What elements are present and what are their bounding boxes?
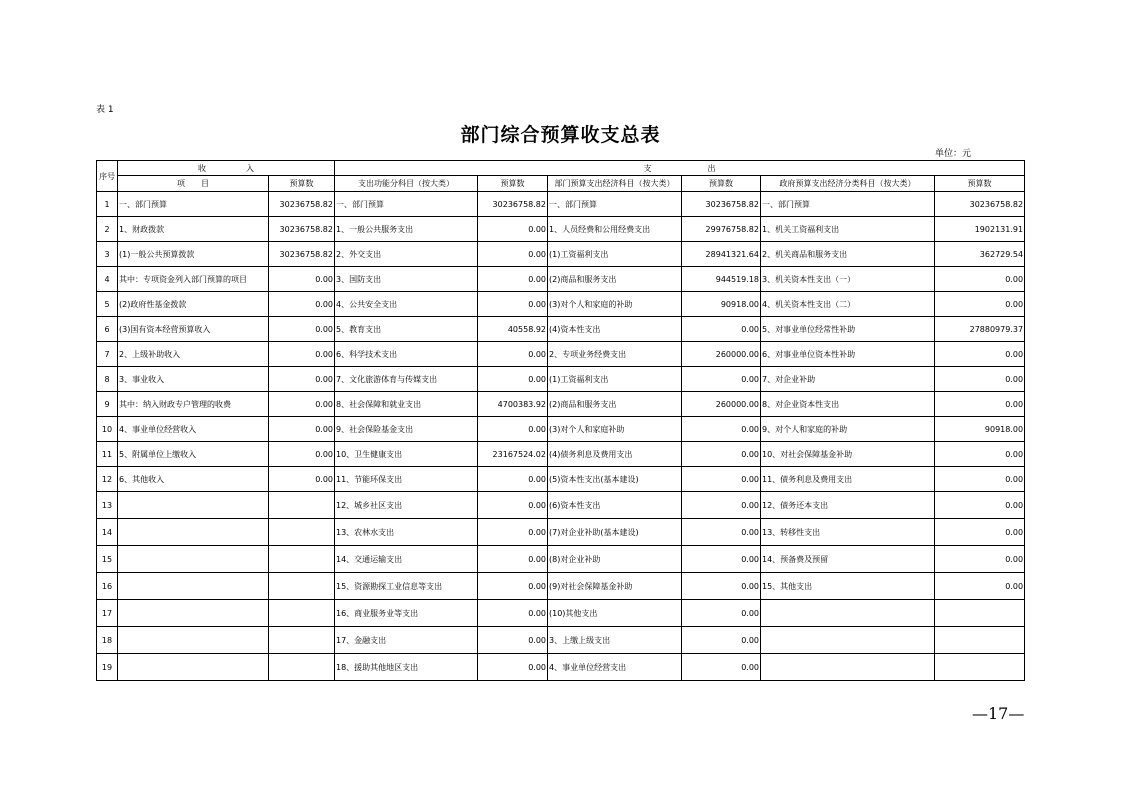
table-row	[97, 467, 1025, 492]
dept-item-cell: (4)债务利息及费用支出	[548, 442, 682, 467]
dept-item-cell: (8)对企业补助	[548, 546, 682, 573]
gov-item-cell: 9、对个人和家庭的补助	[761, 417, 935, 442]
income-item-cell	[118, 573, 269, 600]
function-budget-cell: 0.00	[478, 267, 548, 292]
dept-item-cell: (1)工资福利支出	[548, 367, 682, 392]
dept-item-cell: (3)对个人和家庭补助	[548, 417, 682, 442]
function-budget-cell: 0.00	[478, 467, 548, 492]
gov-budget-cell: 0.00	[935, 367, 1025, 392]
seq-cell: 5	[97, 292, 118, 317]
income-item-cell: 3、事业收入	[118, 367, 269, 392]
item-header: 项 目	[118, 176, 269, 192]
seq-cell: 7	[97, 342, 118, 367]
table-row	[97, 392, 1025, 417]
dept-item-cell: 3、上缴上级支出	[548, 627, 682, 654]
dept-item-cell: 4、事业单位经营支出	[548, 654, 682, 681]
dept-budget-cell: 0.00	[682, 492, 761, 519]
seq-cell: 1	[97, 192, 118, 217]
income-item-cell	[118, 492, 269, 519]
gov-budget-cell: 0.00	[935, 492, 1025, 519]
function-item-cell: 16、商业服务业等支出	[335, 600, 478, 627]
gov-item-cell: 2、机关商品和服务支出	[761, 242, 935, 267]
dept-budget-cell: 0.00	[682, 519, 761, 546]
income-budget-cell	[269, 600, 335, 627]
page-number: —17—	[972, 704, 1025, 723]
function-item-cell: 8、社会保障和就业支出	[335, 392, 478, 417]
gov-budget-cell: 90918.00	[935, 417, 1025, 442]
function-category-header: 支出功能分科目（按大类）	[335, 176, 478, 192]
income-item-cell: (2)政府性基金拨款	[118, 292, 269, 317]
function-item-cell: 一、部门预算	[335, 192, 478, 217]
dept-budget-cell: 0.00	[682, 442, 761, 467]
dept-item-cell: 2、专项业务经费支出	[548, 342, 682, 367]
function-budget-cell: 4700383.92	[478, 392, 548, 417]
dept-budget-cell: 260000.00	[682, 342, 761, 367]
expense-header: 支 出	[335, 161, 1025, 176]
function-item-cell: 17、金融支出	[335, 627, 478, 654]
gov-budget-cell: 0.00	[935, 292, 1025, 317]
budget-header: 预算数	[269, 176, 335, 192]
income-budget-cell: 0.00	[269, 367, 335, 392]
gov-item-cell: 8、对企业资本性支出	[761, 392, 935, 417]
dept-budget-cell: 28941321.64	[682, 242, 761, 267]
function-item-cell: 6、科学技术支出	[335, 342, 478, 367]
function-budget-cell: 30236758.82	[478, 192, 548, 217]
seq-cell: 10	[97, 417, 118, 442]
function-budget-cell: 0.00	[478, 654, 548, 681]
gov-budget-cell: 0.00	[935, 467, 1025, 492]
gov-item-cell: 12、债务还本支出	[761, 492, 935, 519]
table-row	[97, 342, 1025, 367]
dept-budget-cell: 0.00	[682, 573, 761, 600]
income-item-cell	[118, 519, 269, 546]
income-item-cell: 其中：专项资金列入部门预算的项目	[118, 267, 269, 292]
income-item-cell: 1、财政拨款	[118, 217, 269, 242]
page-title: 部门综合预算收支总表	[460, 124, 661, 146]
function-budget-cell: 0.00	[478, 492, 548, 519]
gov-budget-cell: 27880979.37	[935, 317, 1025, 342]
dept-budget-cell: 90918.00	[682, 292, 761, 317]
income-budget-cell	[269, 519, 335, 546]
budget-summary-table	[96, 160, 1025, 681]
dept-item-cell: (7)对企业补助(基本建设)	[548, 519, 682, 546]
seq-cell: 12	[97, 467, 118, 492]
gov-item-cell	[761, 627, 935, 654]
function-item-cell: 11、节能环保支出	[335, 467, 478, 492]
seq-cell: 16	[97, 573, 118, 600]
income-budget-cell: 0.00	[269, 417, 335, 442]
function-budget-cell: 0.00	[478, 417, 548, 442]
function-budget-cell: 0.00	[478, 627, 548, 654]
function-item-cell: 3、国防支出	[335, 267, 478, 292]
function-item-cell: 10、卫生健康支出	[335, 442, 478, 467]
dept-budget-cell: 29976758.82	[682, 217, 761, 242]
dept-item-cell: (4)资本性支出	[548, 317, 682, 342]
function-budget-cell: 0.00	[478, 242, 548, 267]
gov-budget-cell: 362729.54	[935, 242, 1025, 267]
income-budget-cell: 30236758.82	[269, 242, 335, 267]
table-row	[97, 546, 1025, 573]
income-item-cell	[118, 600, 269, 627]
dept-budget-cell: 0.00	[682, 367, 761, 392]
income-item-cell: 5、附属单位上缴收入	[118, 442, 269, 467]
function-budget-cell: 0.00	[478, 292, 548, 317]
income-budget-cell	[269, 492, 335, 519]
gov-item-cell: 1、机关工资福利支出	[761, 217, 935, 242]
dept-budget-cell: 0.00	[682, 467, 761, 492]
gov-item-cell: 14、预备费及预留	[761, 546, 935, 573]
seq-cell: 6	[97, 317, 118, 342]
dept-item-cell: (10)其他支出	[548, 600, 682, 627]
dept-budget-cell: 0.00	[682, 600, 761, 627]
dept-budget-cell: 944519.18	[682, 267, 761, 292]
gov-budget-cell: 30236758.82	[935, 192, 1025, 217]
gov-budget-cell: 0.00	[935, 519, 1025, 546]
dept-budget-cell: 0.00	[682, 417, 761, 442]
gov-budget-cell: 0.00	[935, 546, 1025, 573]
income-item-cell	[118, 654, 269, 681]
income-budget-cell: 0.00	[269, 317, 335, 342]
income-budget-cell: 0.00	[269, 467, 335, 492]
gov-item-cell: 7、对企业补助	[761, 367, 935, 392]
gov-item-cell: 5、对事业单位经常性补助	[761, 317, 935, 342]
income-budget-cell: 0.00	[269, 292, 335, 317]
seq-cell: 15	[97, 546, 118, 573]
income-item-cell: 一、部门预算	[118, 192, 269, 217]
table-row	[97, 292, 1025, 317]
gov-budget-cell: 0.00	[935, 342, 1025, 367]
seq-cell: 9	[97, 392, 118, 417]
dept-budget-cell: 30236758.82	[682, 192, 761, 217]
seq-header: 序号	[97, 161, 118, 192]
income-header: 收 入	[118, 161, 335, 176]
gov-item-cell	[761, 600, 935, 627]
gov-item-cell: 10、对社会保障基金补助	[761, 442, 935, 467]
function-budget-cell: 0.00	[478, 600, 548, 627]
table-row	[97, 192, 1025, 217]
gov-budget-cell: 0.00	[935, 267, 1025, 292]
dept-item-cell: (6)资本性支出	[548, 492, 682, 519]
dept-budget-cell: 0.00	[682, 317, 761, 342]
dept-item-cell: (3)对个人和家庭的补助	[548, 292, 682, 317]
table-row	[97, 573, 1025, 600]
dept-budget-cell: 0.00	[682, 654, 761, 681]
income-budget-cell: 0.00	[269, 442, 335, 467]
dept-item-cell: 一、部门预算	[548, 192, 682, 217]
dept-item-cell: (2)商品和服务支出	[548, 267, 682, 292]
gov-item-cell: 6、对事业单位资本性补助	[761, 342, 935, 367]
seq-cell: 8	[97, 367, 118, 392]
table-row	[97, 600, 1025, 627]
income-item-cell: 6、其他收入	[118, 467, 269, 492]
income-item-cell: 其中：纳入财政专户管理的收费	[118, 392, 269, 417]
income-item-cell	[118, 627, 269, 654]
function-budget-cell: 0.00	[478, 217, 548, 242]
table-row	[97, 242, 1025, 267]
function-item-cell: 4、公共安全支出	[335, 292, 478, 317]
income-budget-cell	[269, 546, 335, 573]
seq-cell: 2	[97, 217, 118, 242]
table-number: 表 1	[96, 105, 114, 115]
seq-cell: 3	[97, 242, 118, 267]
table-row	[97, 654, 1025, 681]
seq-cell: 14	[97, 519, 118, 546]
gov-item-cell	[761, 654, 935, 681]
table-row	[97, 627, 1025, 654]
function-budget-cell: 0.00	[478, 519, 548, 546]
table-row	[97, 317, 1025, 342]
dept-item-cell: 1、人员经费和公用经费支出	[548, 217, 682, 242]
income-budget-cell: 0.00	[269, 392, 335, 417]
gov-item-cell: 一、部门预算	[761, 192, 935, 217]
budget-header: 预算数	[682, 176, 761, 192]
function-item-cell: 9、社会保险基金支出	[335, 417, 478, 442]
gov-item-cell: 11、债务利息及费用支出	[761, 467, 935, 492]
gov-budget-cell	[935, 654, 1025, 681]
dept-item-cell: (1)工资福利支出	[548, 242, 682, 267]
table-row	[97, 417, 1025, 442]
budget-header: 预算数	[478, 176, 548, 192]
function-item-cell: 18、援助其他地区支出	[335, 654, 478, 681]
table-row	[97, 492, 1025, 519]
dept-item-cell: (2)商品和服务支出	[548, 392, 682, 417]
dept-economic-category-header: 部门预算支出经济科目（按大类）	[548, 176, 682, 192]
function-item-cell: 13、农林水支出	[335, 519, 478, 546]
function-budget-cell: 0.00	[478, 342, 548, 367]
dept-item-cell: (9)对社会保障基金补助	[548, 573, 682, 600]
function-item-cell: 15、资源勘探工业信息等支出	[335, 573, 478, 600]
gov-budget-cell: 0.00	[935, 442, 1025, 467]
gov-budget-cell: 0.00	[935, 573, 1025, 600]
budget-header: 预算数	[935, 176, 1025, 192]
function-item-cell: 2、外交支出	[335, 242, 478, 267]
dept-budget-cell: 0.00	[682, 627, 761, 654]
table-row	[97, 519, 1025, 546]
income-budget-cell	[269, 627, 335, 654]
gov-item-cell: 4、机关资本性支出（二）	[761, 292, 935, 317]
gov-budget-cell: 1902131.91	[935, 217, 1025, 242]
function-item-cell: 5、教育支出	[335, 317, 478, 342]
gov-item-cell: 3、机关资本性支出（一）	[761, 267, 935, 292]
dept-item-cell: (5)资本性支出(基本建设)	[548, 467, 682, 492]
seq-cell: 4	[97, 267, 118, 292]
function-budget-cell: 23167524.02	[478, 442, 548, 467]
income-item-cell: 4、事业单位经营收入	[118, 417, 269, 442]
income-item-cell: 2、上级补助收入	[118, 342, 269, 367]
seq-cell: 18	[97, 627, 118, 654]
gov-budget-cell	[935, 600, 1025, 627]
income-item-cell: (3)国有资本经营预算收入	[118, 317, 269, 342]
function-budget-cell: 0.00	[478, 546, 548, 573]
seq-cell: 17	[97, 600, 118, 627]
income-item-cell: (1)一般公共预算拨款	[118, 242, 269, 267]
gov-item-cell: 13、转移性支出	[761, 519, 935, 546]
dept-budget-cell: 260000.00	[682, 392, 761, 417]
income-budget-cell	[269, 654, 335, 681]
table-row	[97, 217, 1025, 242]
function-item-cell: 12、城乡社区支出	[335, 492, 478, 519]
gov-budget-cell	[935, 627, 1025, 654]
table-row	[97, 267, 1025, 292]
seq-cell: 11	[97, 442, 118, 467]
unit-label: 单位：元	[935, 149, 972, 159]
function-budget-cell: 0.00	[478, 573, 548, 600]
income-item-cell	[118, 546, 269, 573]
gov-budget-cell: 0.00	[935, 392, 1025, 417]
table-row	[97, 367, 1025, 392]
function-budget-cell: 40558.92	[478, 317, 548, 342]
seq-cell: 19	[97, 654, 118, 681]
income-budget-cell	[269, 573, 335, 600]
dept-budget-cell: 0.00	[682, 546, 761, 573]
income-budget-cell: 0.00	[269, 267, 335, 292]
function-item-cell: 14、交通运输支出	[335, 546, 478, 573]
gov-item-cell: 15、其他支出	[761, 573, 935, 600]
income-budget-cell: 30236758.82	[269, 192, 335, 217]
function-budget-cell: 0.00	[478, 367, 548, 392]
function-item-cell: 7、文化旅游体育与传媒支出	[335, 367, 478, 392]
gov-economic-category-header: 政府预算支出经济分类科目（按大类）	[761, 176, 935, 192]
seq-cell: 13	[97, 492, 118, 519]
function-item-cell: 1、一般公共服务支出	[335, 217, 478, 242]
income-budget-cell: 0.00	[269, 342, 335, 367]
table-row	[97, 442, 1025, 467]
income-budget-cell: 30236758.82	[269, 217, 335, 242]
